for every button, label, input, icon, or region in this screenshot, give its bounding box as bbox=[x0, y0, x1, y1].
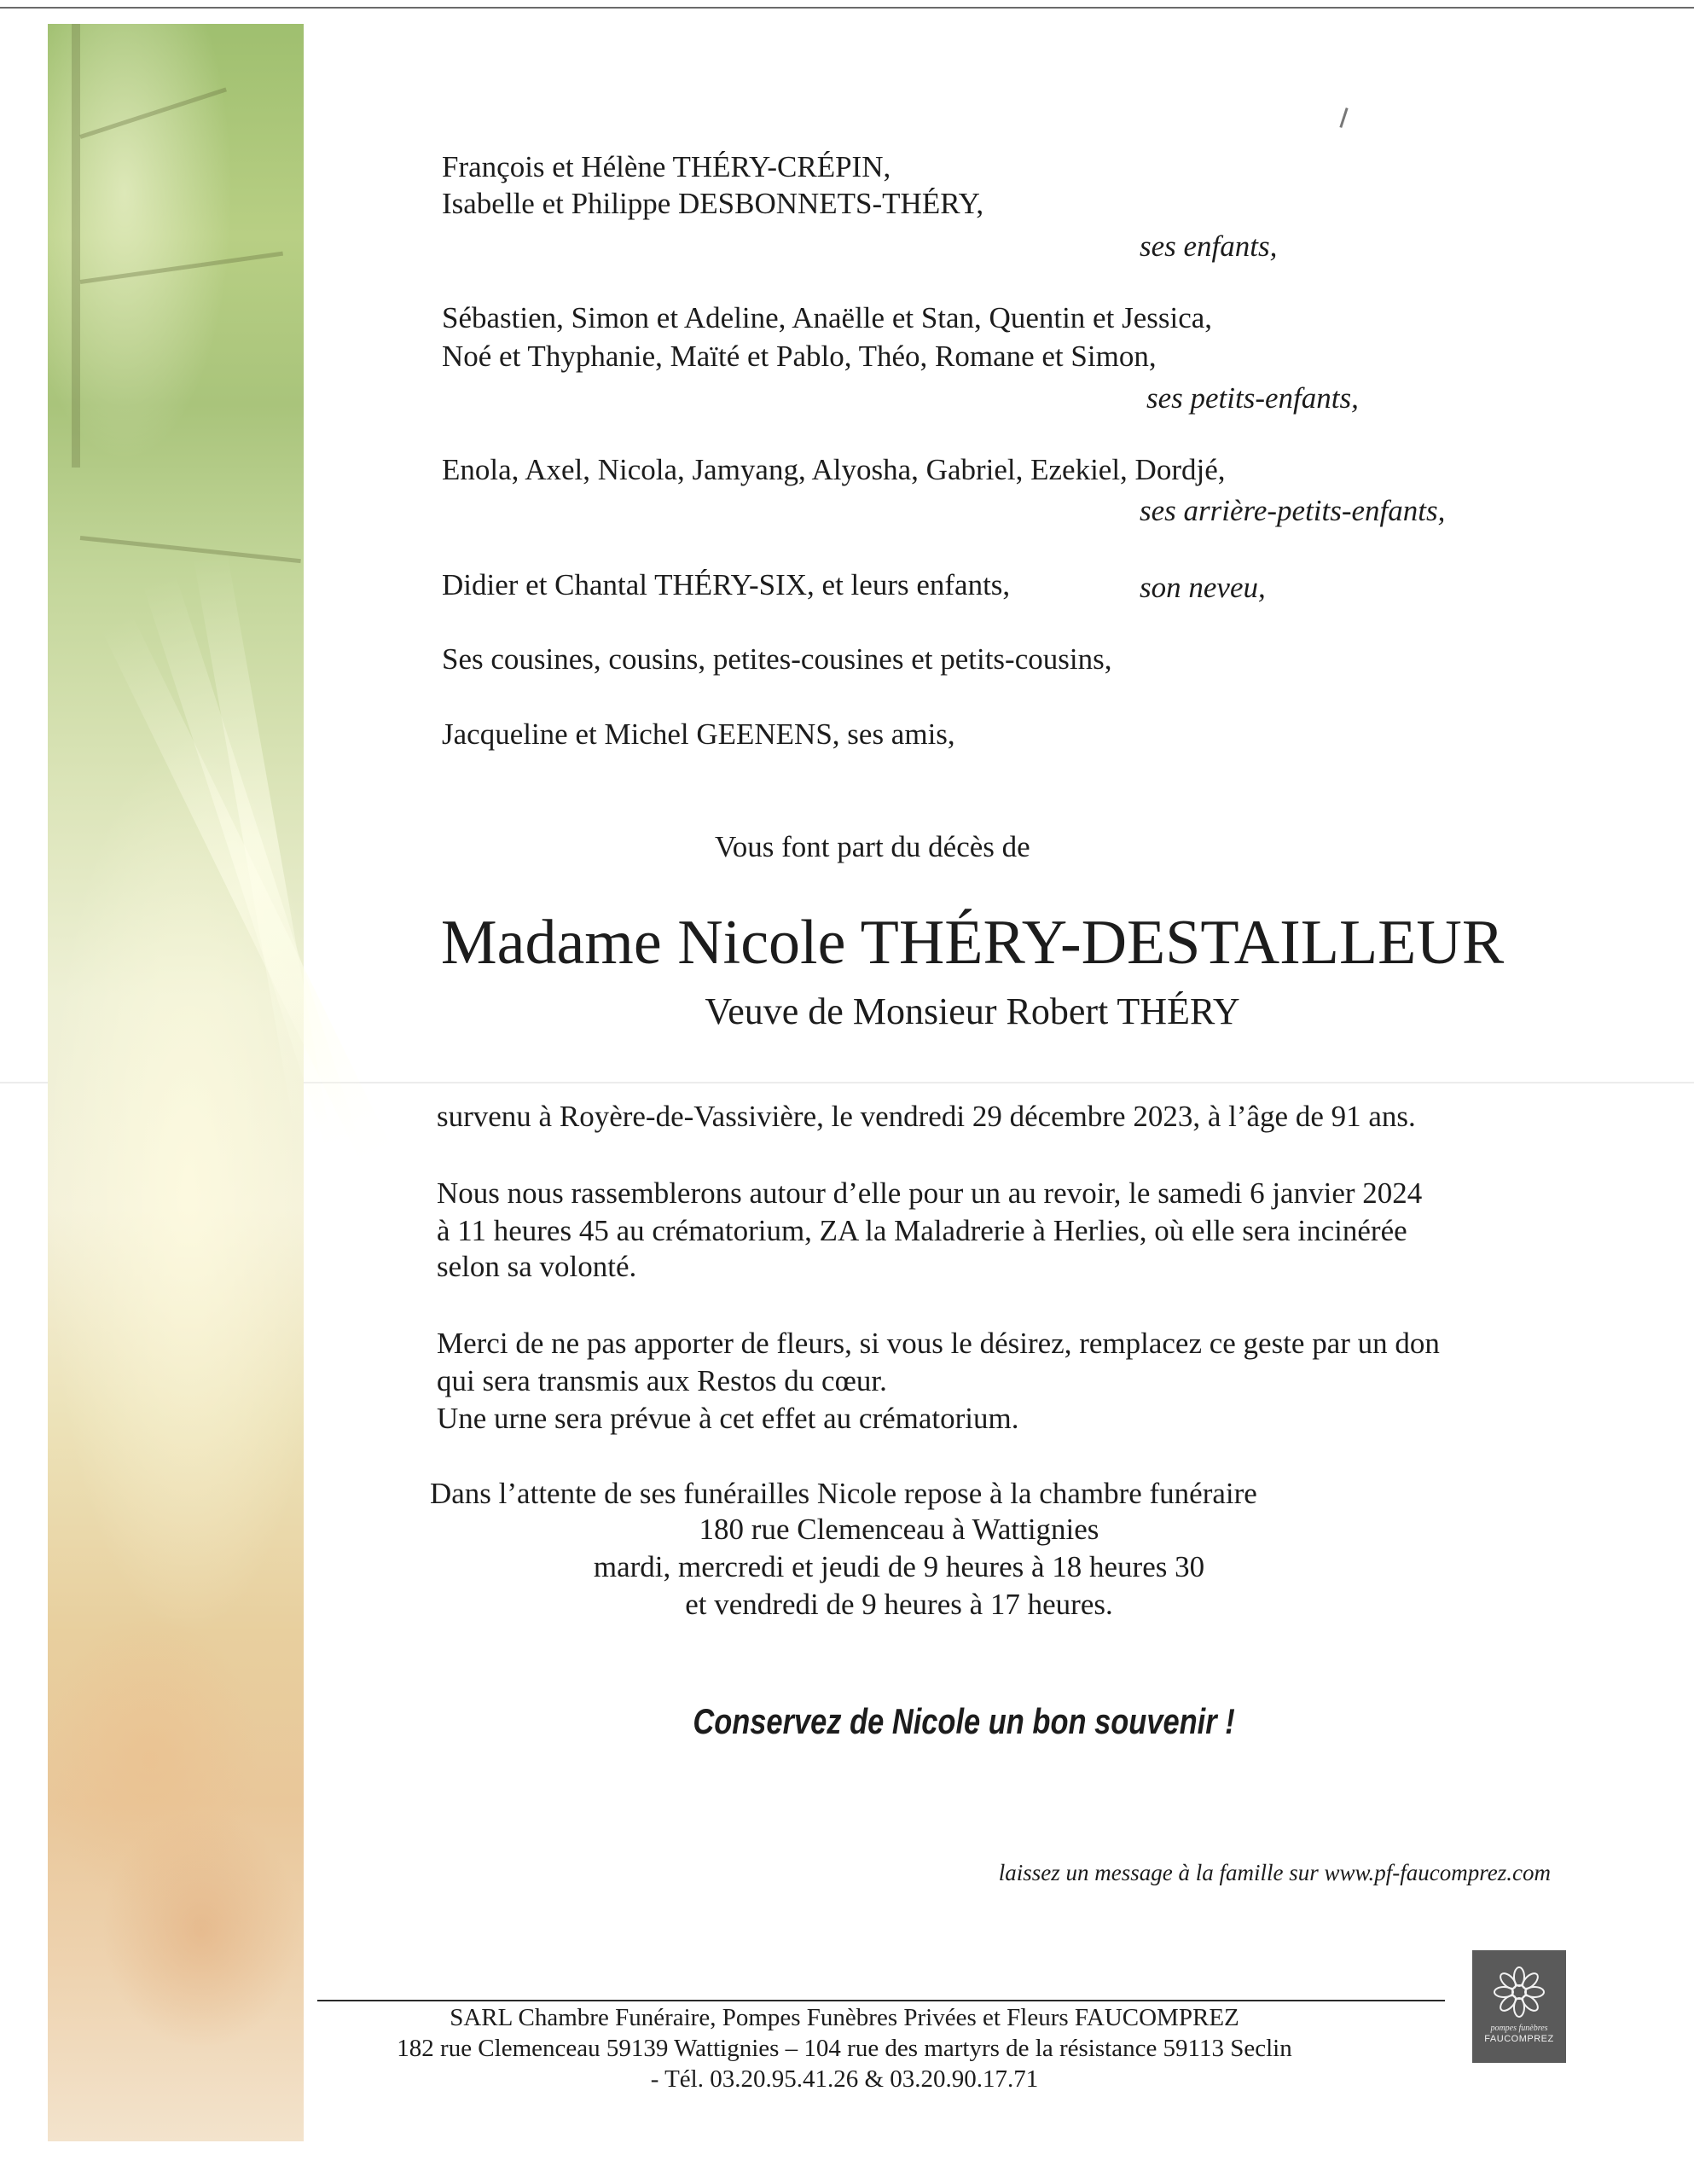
faucomprez-logo bbox=[1472, 1950, 1566, 2063]
grandchildren-line-2: Noé et Thyphanie, Maïté et Pablo, Théo, Romane et Simon, bbox=[442, 340, 1157, 373]
visit-line-3: mardi, mercredi et jeudi de 9 heures à 18 heures 30 bbox=[593, 1550, 1205, 1583]
children-line-2: Isabelle et Philippe DESBONNETS-THÉRY, bbox=[442, 187, 984, 220]
announcement-intro: Vous font part du décès de bbox=[715, 830, 1030, 863]
death-details: survenu à Royère-de-Vassivière, le vendredi 29 décembre 2023, à l’âge de 91 ans. bbox=[437, 1100, 1416, 1133]
top-border bbox=[0, 7, 1694, 9]
grandchildren-line-1: Sébastien, Simon et Adeline, Anaëlle et Stan, Quentin et Jessica, bbox=[442, 301, 1213, 334]
forest-side-image bbox=[48, 24, 304, 2141]
friends-line: Jacqueline et Michel GEENENS, ses amis, bbox=[442, 717, 955, 751]
great-grandchildren-line: Enola, Axel, Nicola, Jamyang, Alyosha, Gabriel, Ezekiel, Dordjé, bbox=[442, 453, 1226, 486]
pen-mark bbox=[1339, 107, 1348, 128]
footer-company: SARL Chambre Funéraire, Pompes Funèbres Privées et Fleurs FAUCOMPREZ bbox=[450, 2004, 1239, 2031]
footer-address: 182 rue Clemenceau 59139 Wattignies – 104 rue des martyrs de la résistance 59113 Seclin bbox=[397, 2035, 1292, 2062]
website-note: laissez un message à la famille sur www.pf-faucomprez.com bbox=[998, 1860, 1551, 1885]
logo-brand: FAUCOMPREZ bbox=[1484, 2034, 1554, 2044]
visit-line-2: 180 rue Clemenceau à Wattignies bbox=[699, 1513, 1099, 1546]
logo-tagline: pompes funèbres bbox=[1490, 2024, 1548, 2033]
deceased-name: Madame Nicole THÉRY-DESTAILLEUR bbox=[440, 908, 1505, 978]
flowers-line-2: qui sera transmis aux Restos du cœur. bbox=[437, 1364, 887, 1397]
footer-phone: - Tél. 03.20.95.41.26 & 03.20.90.17.71 bbox=[650, 2065, 1039, 2093]
closing-slogan: Conservez de Nicole un bon souvenir ! bbox=[693, 1701, 1235, 1741]
visit-line-1: Dans l’attente de ses funérailles Nicole repose à la chambre funéraire bbox=[430, 1477, 1257, 1510]
visit-line-4: et vendredi de 9 heures à 17 heures. bbox=[685, 1588, 1113, 1621]
great-grandchildren-role: ses arrière-petits-enfants, bbox=[1140, 494, 1446, 527]
ceremony-line-3: selon sa volonté. bbox=[437, 1250, 637, 1283]
flowers-line-1: Merci de ne pas apporter de fleurs, si vous le désirez, remplacez ce geste par un don bbox=[437, 1327, 1440, 1360]
ceremony-line-2: à 11 heures 45 au crématorium, ZA la Maladrerie à Herlies, où elle sera incinérée bbox=[437, 1214, 1407, 1247]
ceremony-line-1: Nous nous rassemblerons autour d’elle pour un au revoir, le samedi 6 janvier 2024 bbox=[437, 1176, 1423, 1210]
children-line-1: François et Hélène THÉRY-CRÉPIN, bbox=[442, 150, 891, 183]
nephew-line: Didier et Chantal THÉRY-SIX, et leurs enfants, bbox=[442, 568, 1011, 601]
flower-icon bbox=[1489, 1962, 1549, 2022]
flowers-line-3: Une urne sera prévue à cet effet au crématorium. bbox=[437, 1402, 1019, 1435]
nephew-role: son neveu, bbox=[1140, 571, 1266, 604]
children-role: ses enfants, bbox=[1140, 229, 1278, 263]
footer-rule bbox=[317, 2000, 1445, 2001]
grandchildren-role: ses petits-enfants, bbox=[1146, 381, 1359, 415]
widow-of-line: Veuve de Monsieur Robert THÉRY bbox=[705, 990, 1240, 1032]
cousins-line: Ses cousines, cousins, petites-cousines et petits-cousins, bbox=[442, 642, 1112, 676]
